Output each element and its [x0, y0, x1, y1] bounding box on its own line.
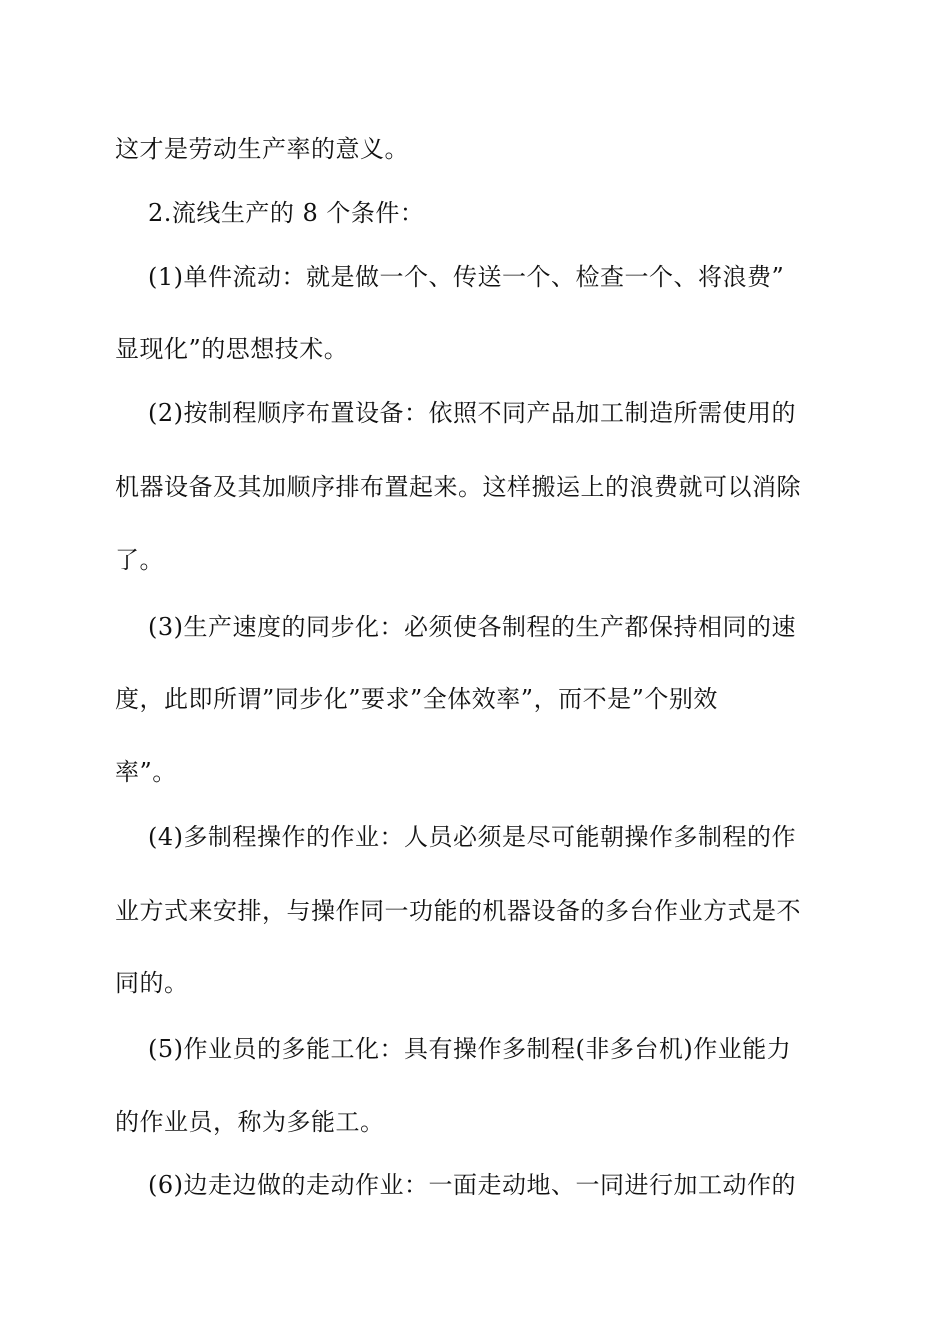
section-heading: 2.流线生产的 8 个条件：: [148, 199, 425, 227]
text-line: (1)单件流动：就是做一个、传送一个、检查一个、将浪费”: [148, 263, 785, 291]
text-line: 显现化”的思想技术。: [115, 335, 349, 363]
text-line: 率”。: [115, 758, 177, 786]
text-line: 业方式来安排，与操作同一功能的机器设备的多台作业方式是不: [115, 897, 801, 925]
text-line: (5)作业员的多能工化：具有操作多制程(非多台机)作业能力: [148, 1035, 792, 1063]
text-line: (4)多制程操作的作业：人员必须是尽可能朝操作多制程的作: [148, 823, 796, 851]
text-line: (2)按制程顺序布置设备：依照不同产品加工制造所需使用的: [148, 399, 796, 427]
text-line: 同的。: [115, 969, 189, 997]
text-line: 度，此即所谓”同步化”要求”全体效率”，而不是”个别效: [115, 685, 718, 713]
text-line: (3)生产速度的同步化：必须使各制程的生产都保持相同的速: [148, 613, 796, 641]
text-line: 这才是劳动生产率的意义。: [115, 135, 409, 163]
text-line: 的作业员，称为多能工。: [115, 1108, 385, 1136]
text-line: 机器设备及其加顺序排布置起来。这样搬运上的浪费就可以消除: [115, 473, 801, 501]
text-line: 了。: [115, 546, 164, 574]
text-line: (6)边走边做的走动作业：一面走动地、一同进行加工动作的: [148, 1171, 796, 1199]
